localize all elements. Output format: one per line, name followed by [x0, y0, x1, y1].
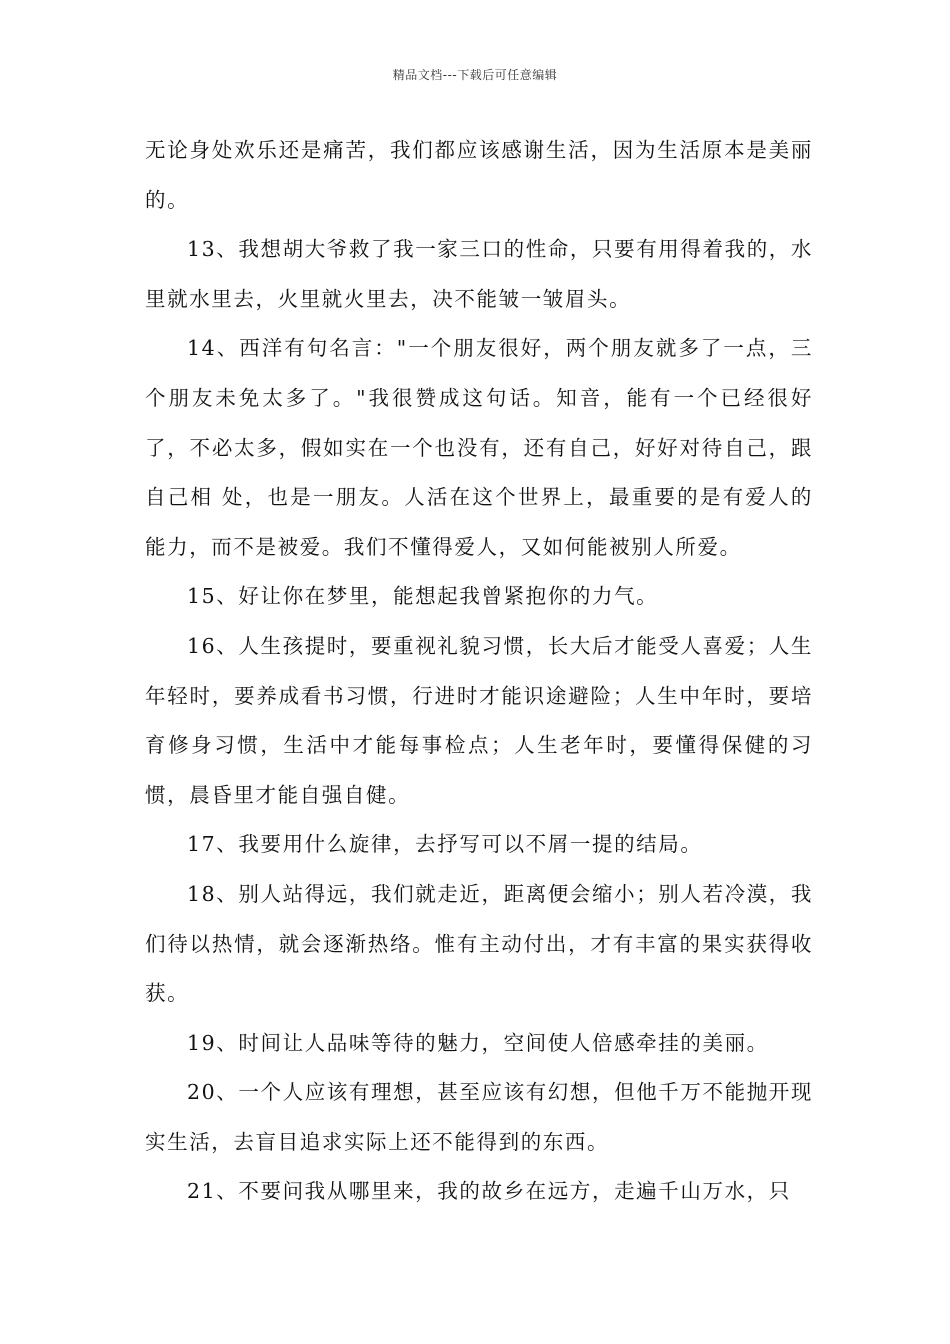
paragraph-21: 21、不要问我从哪里来，我的故乡在远方，走遍千山万水，只 [187, 1179, 791, 1204]
paragraph-15: 15、好让你在梦里，能想起我曾紧抱你的力气。 [187, 584, 659, 609]
paragraph-17: 17、我要用什么旋律，去抒写可以不屑一提的结局。 [187, 832, 703, 857]
paragraph-19: 19、时间让人品味等待的魅力，空间使人倍感牵挂的美丽。 [187, 1030, 769, 1055]
paragraph-18: 18、别人站得远，我们就走近，距离便会缩小；别人若冷漠，我们待以热情，就会逐渐热络。惟有主动付出，才有丰富的果实获得收获。 [145, 881, 813, 1006]
paragraph-14: 14、西洋有句名言："一个朋友很好，两个朋友就多了一点，三个朋友未免太多了。"我很赞成这句话。知音，能有一个已经很好了，不必太多，假如实在一个也没有，还有自己，好好对待自己，跟自己相 处，也是一朋友。人活在这个世界上，最重要的是有爱人的能力，而不是被爱。我们不懂得爱人，又如何能被别人所爱。 [145, 336, 813, 559]
paragraph-intro: 无论身处欢乐还是痛苦，我们都应该感谢生活，因为生活原本是美丽的。 [145, 138, 813, 212]
document-body [145, 126, 813, 1217]
page-header: 精品文档---下载后可任意编辑 [392, 68, 558, 82]
paragraph-16: 16、人生孩提时，要重视礼貌习惯，长大后才能受人喜爱；人生年轻时，要养成看书习惯，行进时才能识途避险；人生中年时，要培育修身习惯，生活中才能每事检点；人生老年时，要懂得保健的习惯，晨昏里才能自强自健。 [145, 633, 813, 807]
paragraph-20: 20、一个人应该有理想，甚至应该有幻想，但他千万不能抛开现实生活，去盲目追求实际上还不能得到的东西。 [145, 1080, 813, 1154]
paragraph-13: 13、我想胡大爷救了我一家三口的性命，只要有用得着我的，水里就水里去，火里就火里去，决不能皱一皱眉头。 [145, 237, 813, 311]
